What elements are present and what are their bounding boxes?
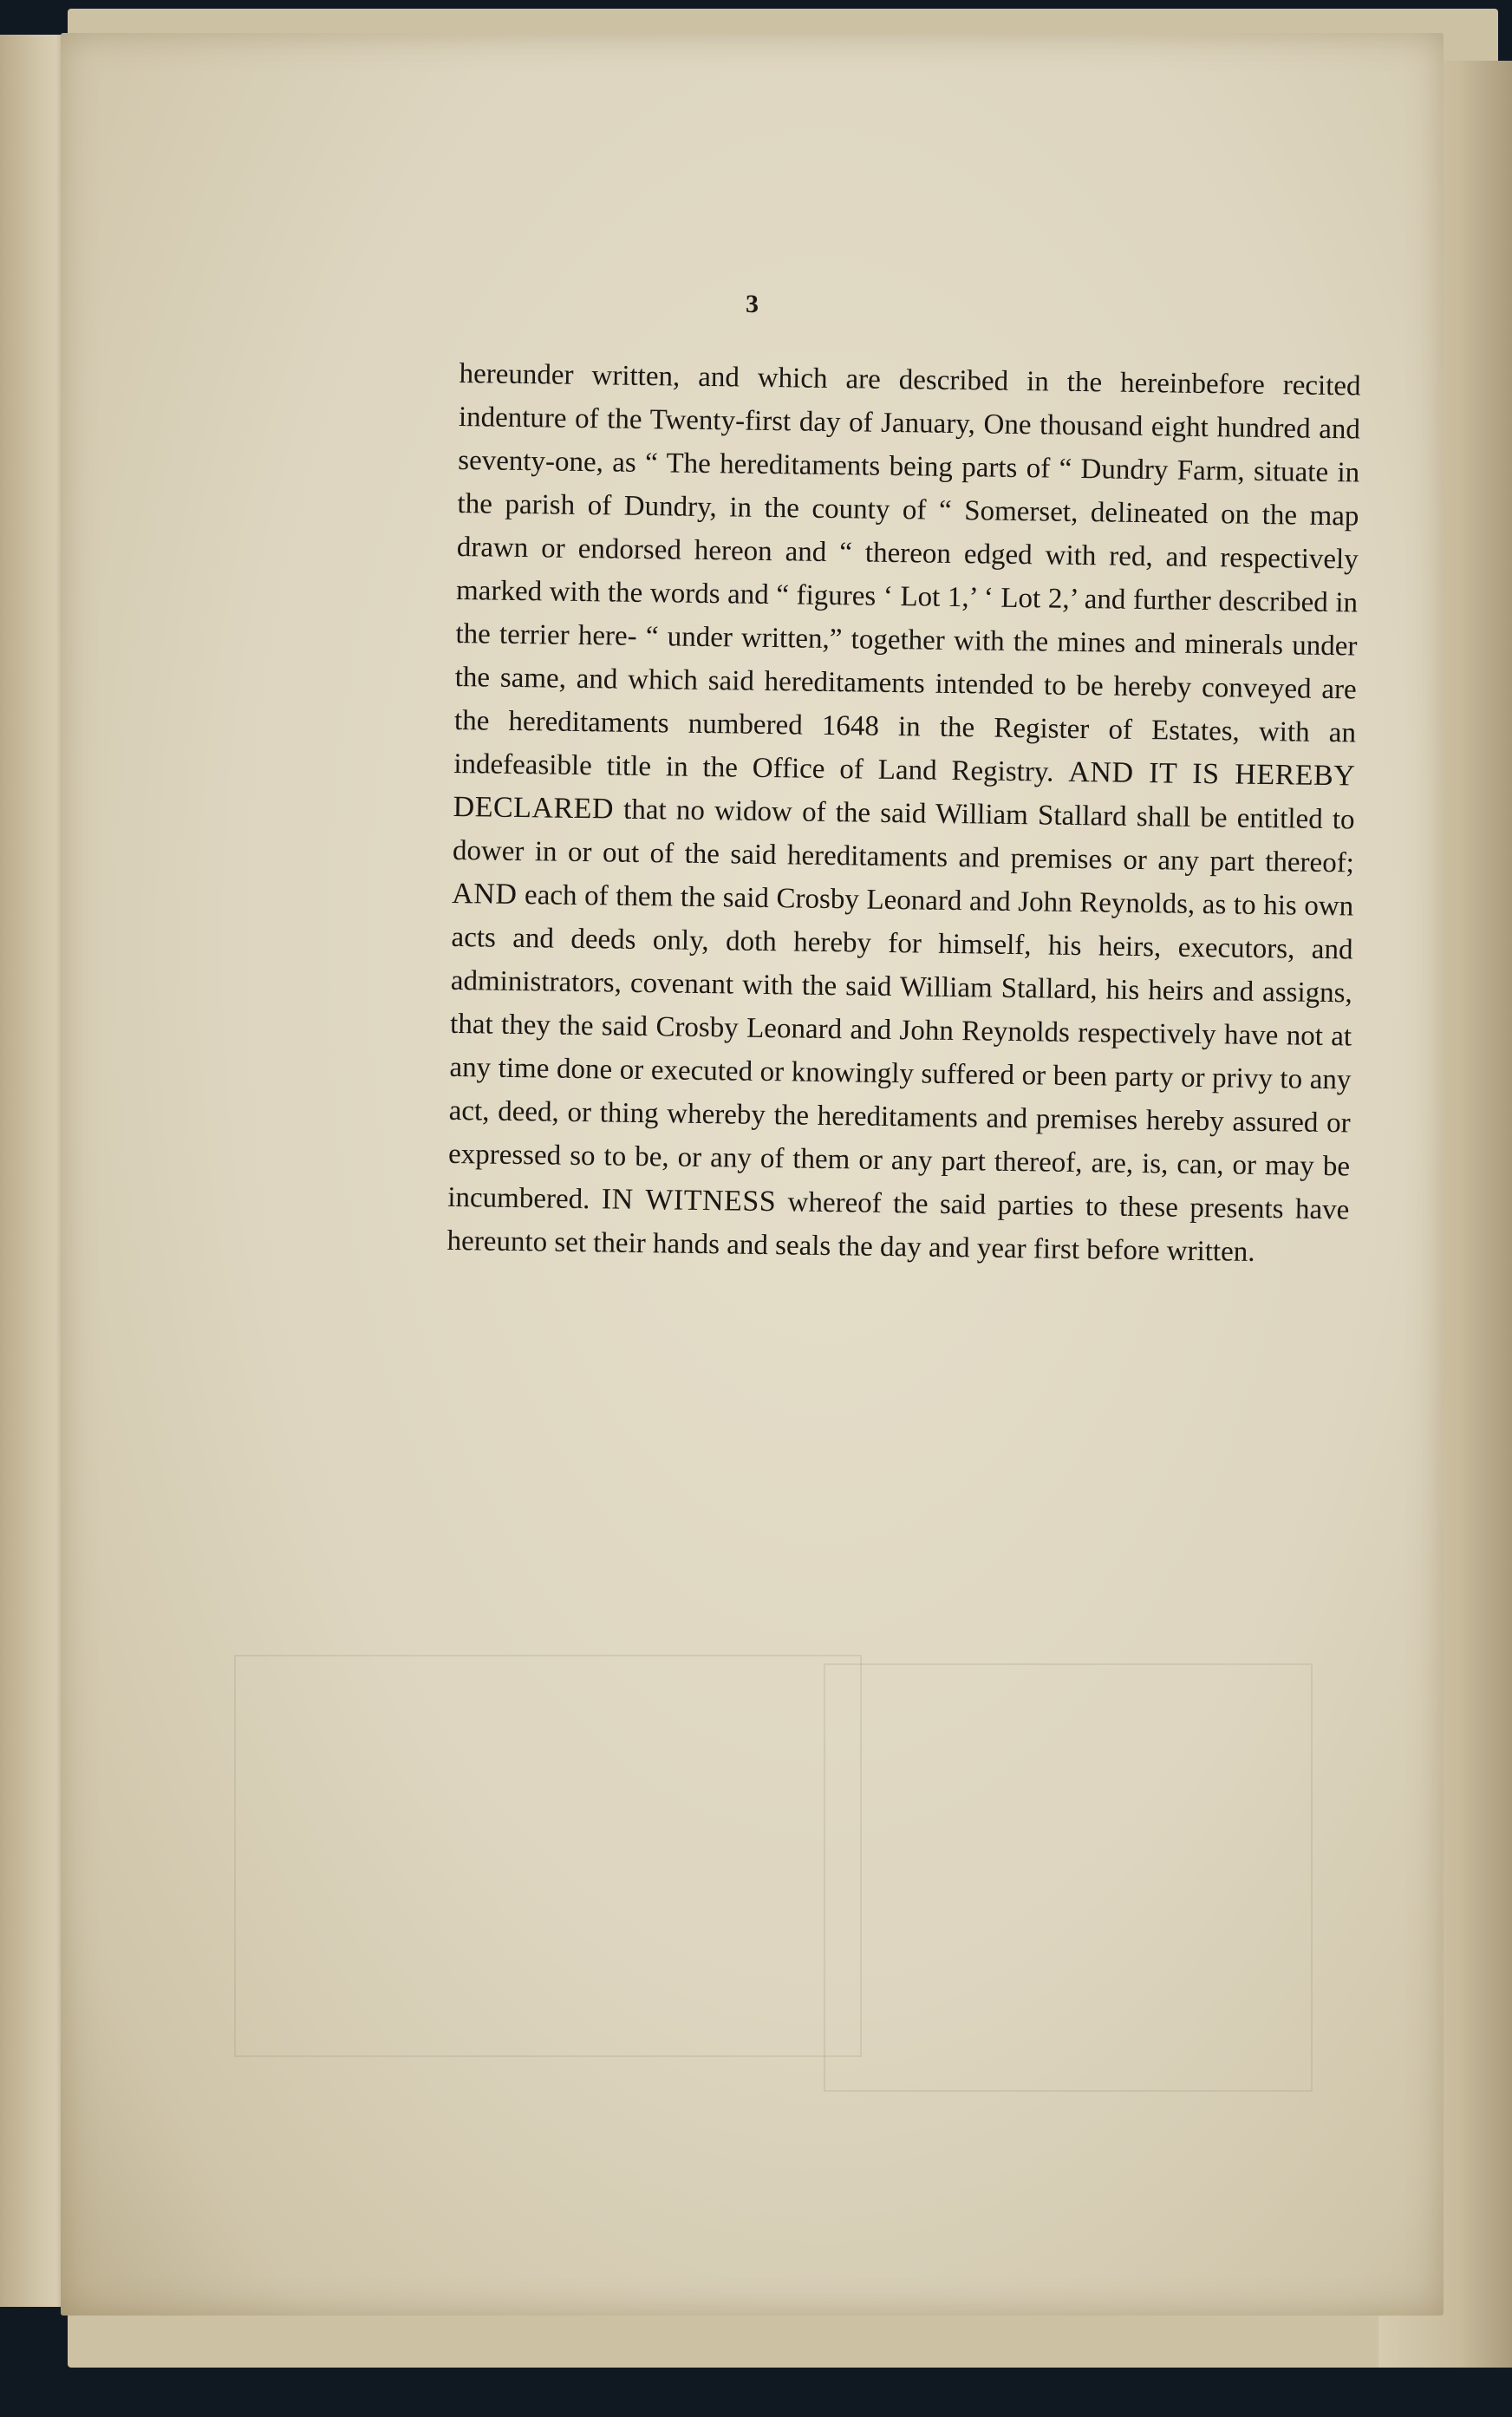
document-page (61, 33, 1444, 2316)
paragraph-text-2: that no widow of the said William Stallard shall be entitled to dower in or out of the said hereditaments and premises or any part thereof; (452, 794, 1355, 879)
paragraph-text-4: whereof the said parties to these presents have hereunto set their hands and seals the day and year first before written. (446, 1186, 1350, 1268)
show-through-block-left (234, 1655, 862, 2057)
page-number: 3 (746, 290, 759, 318)
show-through-block-right (824, 1663, 1313, 2092)
paragraph-caps-declared: AND IT IS HEREBY DECLARED (453, 755, 1356, 826)
paragraph-text-1: hereunder written, and which are described in the hereinbefore recited indenture of the Twenty-first day of January, One thousand eight hundred and seventy-one, as “ The hereditaments being parts of “ Dundry Farm, situate in the parish of Dundry, in the county of “ Somerset, delineated on the map drawn or endorsed hereon and “ thereon edged with red, and respectively marked with the words and “ figures ‘ Lot 1,’ ‘ Lot 2,’ and further described in the terrier here- “ under written,” together with the mines and minerals under the same, and which said hereditaments intended to be hereby conveyed are the hereditaments numbered 1648 in the Register of Estates, with an indefeasible title in the Office of Land Registry. (453, 357, 1361, 788)
paragraph-text-3: each of them the said Crosby Leonard and John Reynolds, as to his own acts and deeds only, doth hereby for himself, his heirs, executors, and administrators, covenant with the said William Stallard, his heirs and assigns, that they the said Crosby Leonard and John Reynolds respectively have not at any time done or executed or knowingly suffered or been party or privy to any act, deed, or thing whereby the hereditaments and premises hereby assured or expressed so to be, or any of them or any part thereof, are, is, can, or may be incumbered. (447, 879, 1354, 1216)
body-paragraph (446, 352, 1361, 1275)
paragraph-caps-witness: IN WITNESS (601, 1183, 777, 1218)
paragraph-caps-and: AND (452, 877, 518, 911)
